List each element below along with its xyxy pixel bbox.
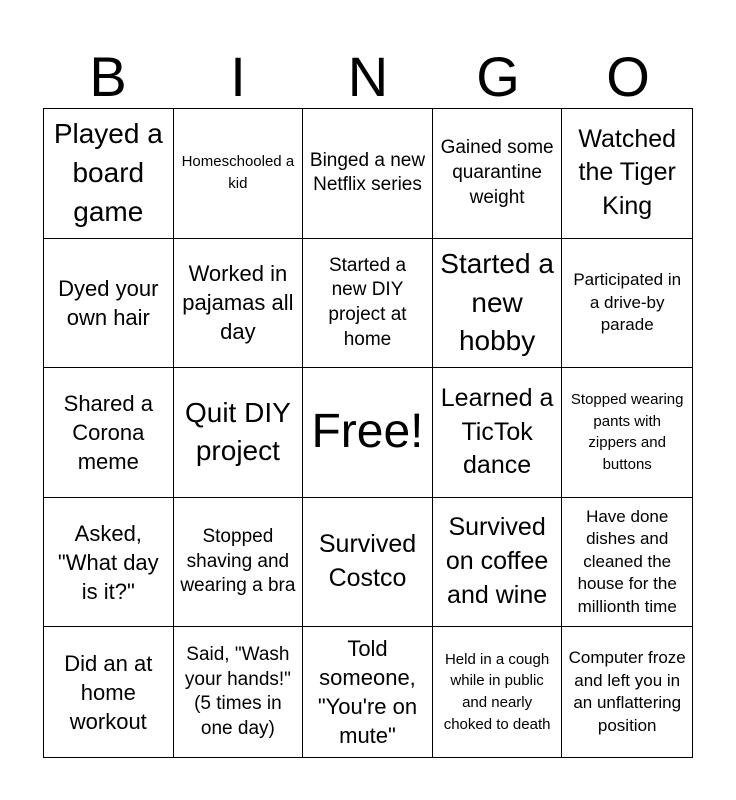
bingo-cell[interactable]: Did an at home workout bbox=[44, 627, 174, 757]
bingo-cell[interactable]: Played a board game bbox=[44, 109, 174, 239]
bingo-header bbox=[43, 40, 693, 108]
header-letter-o: O bbox=[606, 45, 650, 108]
bingo-board bbox=[43, 108, 693, 758]
bingo-cell[interactable]: Learned a TicTok dance bbox=[433, 368, 563, 498]
header-letter-g: G bbox=[476, 45, 520, 108]
bingo-cell[interactable]: Told someone, "You're on mute" bbox=[303, 627, 433, 757]
header-letter-n: N bbox=[347, 45, 389, 108]
bingo-cell[interactable]: Started a new hobby bbox=[433, 239, 563, 369]
header-letter-i: I bbox=[230, 45, 246, 108]
bingo-cell[interactable]: Computer froze and left you in an unflattering position bbox=[568, 647, 686, 735]
bingo-cell[interactable]: Shared a Corona meme bbox=[44, 368, 174, 498]
bingo-cell[interactable]: Asked, "What day is it?" bbox=[44, 498, 174, 628]
bingo-cell[interactable]: Survived on coffee and wine bbox=[433, 498, 563, 628]
bingo-cell[interactable]: Started a new DIY project at home bbox=[303, 239, 433, 369]
free-space[interactable]: Free! bbox=[303, 368, 433, 498]
bingo-cell[interactable]: Participated in a drive-by parade bbox=[562, 239, 692, 369]
bingo-cell[interactable]: Dyed your own hair bbox=[44, 239, 174, 369]
bingo-cell[interactable]: Said, "Wash your hands!" (5 times in one day) bbox=[174, 627, 304, 757]
header-letter-b: B bbox=[89, 45, 127, 108]
bingo-cell[interactable]: Stopped wearing pants with zippers and buttons bbox=[562, 368, 692, 498]
bingo-cell[interactable]: Gained some quarantine weight bbox=[433, 109, 563, 239]
bingo-cell[interactable]: Quit DIY project bbox=[174, 368, 304, 498]
bingo-cell[interactable]: Binged a new Netflix series bbox=[303, 109, 433, 239]
bingo-cell[interactable]: Watched the Tiger King bbox=[562, 109, 692, 239]
bingo-cell[interactable]: Homeschooled a kid bbox=[174, 109, 304, 239]
bingo-cell[interactable]: Have done dishes and cleaned the house for the millionth time bbox=[562, 498, 692, 628]
bingo-cell[interactable]: Stopped shaving and wearing a bra bbox=[174, 498, 304, 628]
bingo-cell[interactable]: Survived Costco bbox=[303, 498, 433, 628]
bingo-cell[interactable]: Worked in pajamas all day bbox=[174, 239, 304, 369]
bingo-cell[interactable]: Held in a cough while in public and nearly choked to death bbox=[433, 627, 563, 757]
